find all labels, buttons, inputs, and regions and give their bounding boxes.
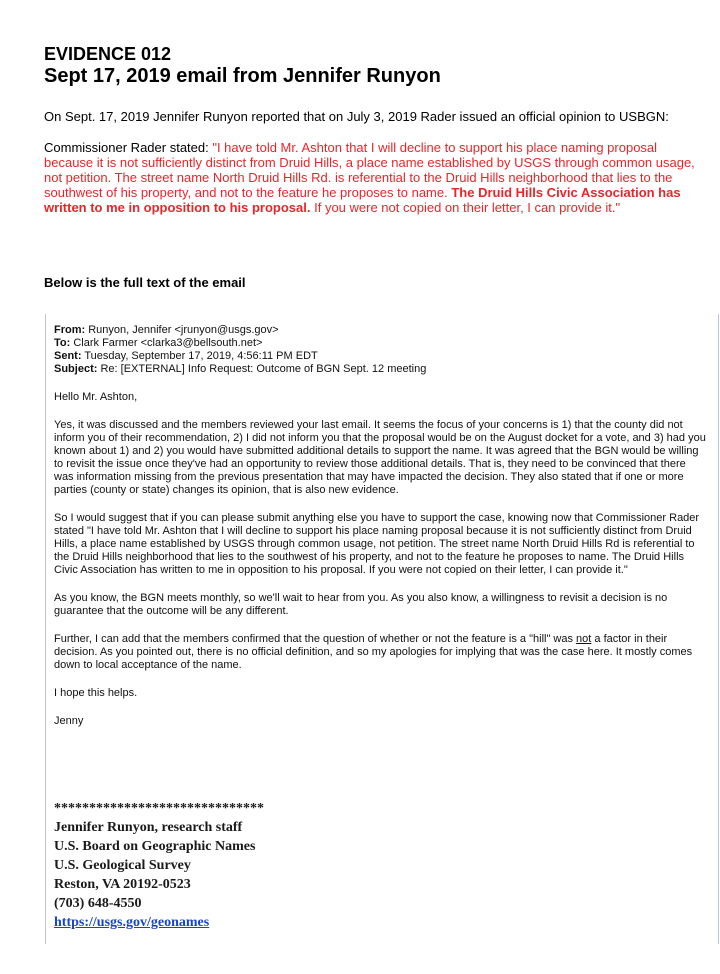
signature-agency: U.S. Geological Survey	[54, 858, 191, 873]
signature-stars: ******************************	[54, 801, 264, 816]
email-paragraph-3: As you know, the BGN meets monthly, so we'll wait to hear from you. As you also know, a willingness to revisit a decision is no guarantee that the outcome will be any different.	[54, 592, 668, 617]
quote-lead: Commissioner Rader stated:	[44, 140, 213, 155]
signature-org: U.S. Board on Geographic Names	[54, 839, 256, 854]
email-closing: I hope this helps.	[54, 687, 138, 699]
email-screenshot	[45, 314, 719, 944]
signature-name: Jennifer Runyon, research staff	[54, 820, 243, 835]
underlined-not: not	[576, 633, 592, 645]
full-text-label: Below is the full text of the email	[44, 275, 246, 290]
sent-label: Sent:	[54, 350, 82, 362]
email-body	[54, 324, 706, 728]
to-value: Clark Farmer <clarka3@bellsouth.net>	[73, 337, 263, 349]
to-label: To:	[54, 337, 71, 349]
geonames-link[interactable]: https://usgs.gov/geonames	[54, 915, 210, 930]
quote-text: "I have told Mr. Ashton that I will decline to support his place naming proposal because it is not sufficiently distinct from Druid Hills, a place name established by USGS through common usage, not petition. The street name North Druid Hills Rd. is referential to the Druid Hills neighborhood that lies to the southwest of his property, and not to the feature he proposes to name.	[44, 140, 695, 200]
email-from-line	[54, 324, 706, 337]
email-sign-off: Jenny	[54, 715, 84, 727]
document-title: Sept 17, 2019 email from Jennifer Runyon	[44, 65, 441, 87]
evidence-id: EVIDENCE 012	[44, 44, 172, 64]
email-signature	[54, 799, 454, 932]
paragraph-4-end: a factor in their decision. As you pointed out, there is no official definition, and so my apologies for implying that was the case here. It mostly comes down to local acceptance of the name.	[54, 633, 693, 671]
paragraph-4-start: Further, I can add that the members confirmed that the question of whether or not the feature is a "hill" was	[54, 633, 577, 645]
email-paragraph-2: So I would suggest that if you can please submit anything else you have to support the case, knowing now that Commissioner Rader stated "I have told Mr. Ashton that I will decline to support his place naming proposal because it is not sufficiently distinct from Druid Hills, a place name established by USGS through common usage, not petition. The street name North Druid Hills Rd is referential to the Druid Hills neighborhood that lies to the southwest of his property, and not to the feature he proposes to name. The Druid Hills Civic Association has written to me in opposition to his proposal. If you were not copied on their letter, I can provide it."	[54, 512, 700, 576]
email-to-line	[54, 337, 706, 350]
quote-paragraph	[44, 140, 709, 215]
from-label: From:	[54, 324, 86, 336]
email-sent-line	[54, 350, 706, 363]
signature-phone: (703) 648-4550	[54, 896, 142, 911]
email-paragraph-4	[54, 633, 706, 672]
intro-paragraph: On Sept. 17, 2019 Jennifer Runyon reported that on July 3, 2019 Rader issued an official opinion to USBGN:	[44, 109, 669, 124]
subject-value: Re: [EXTERNAL] Info Request: Outcome of BGN Sept. 12 meeting	[100, 363, 427, 375]
signature-location: Reston, VA 20192-0523	[54, 877, 191, 892]
quote-end: If you were not copied on their letter, I can provide it."	[310, 200, 621, 215]
quote-bold-text: The Druid Hills Civic Association has written to me in opposition to his proposal.	[44, 185, 681, 215]
sent-value: Tuesday, September 17, 2019, 4:56:11 PM EDT	[84, 350, 318, 362]
email-subject-line	[54, 363, 706, 376]
from-value: Runyon, Jennifer <jrunyon@usgs.gov>	[88, 324, 279, 336]
document-header	[44, 44, 704, 88]
subject-label: Subject:	[54, 363, 98, 375]
email-paragraph-1: Yes, it was discussed and the members reviewed your last email. It seems the focus of your concerns is 1) that the county did not inform you of their recommendation, 2) I did not inform you that the proposal would be on the August docket for a vote, and 3) had you known about 1) and 2) you would have submitted additional details to support the name. It was agreed that the BGN would be willing to revisit the issue once they've had an opportunity to review those additional details. That is, they need to be convinced that there was information missing from the previous presentation that may have impacted the decision. They also stated that if one or more parties (county or state) changes its opinion, that is also new evidence.	[54, 419, 706, 496]
email-greeting: Hello Mr. Ashton,	[54, 391, 138, 403]
